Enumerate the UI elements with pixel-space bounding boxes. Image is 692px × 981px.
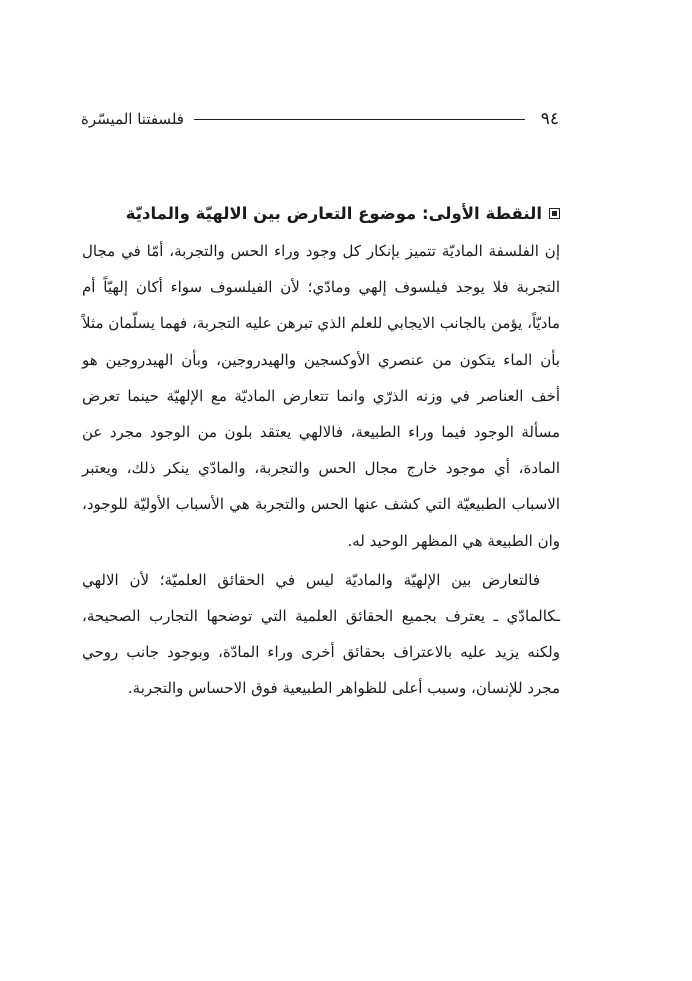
page-body xyxy=(82,195,560,707)
page-number: ٩٤ xyxy=(540,109,559,129)
header-rule xyxy=(194,119,525,120)
running-title: فلسفتنا الميسّرة xyxy=(81,110,184,128)
section-heading-text: النقطة الأولى: موضوع التعارض بين الالهيّة والماديّة xyxy=(125,203,542,223)
square-bullet-icon xyxy=(549,208,560,219)
body-paragraph-2: فالتعارض بين الإلهيّة والماديّة ليس في الحقائق العلميّة؛ لأن الالهي ـكالمادّي ـ يعترف بجميع الحقائق العلمية التي توضحها التجارب الصحيحة، ولكنه يزيد عليه بالاعتراف بحقائق أخرى وراء المادّة، وبوجود جانب روحي مجرد للإنسان، وسبب أعلى للظواهر الطبيعية فوق الاحساس والتجربة. xyxy=(82,570,560,698)
running-header xyxy=(81,104,559,134)
section-heading xyxy=(82,195,560,231)
body-paragraph-1: إن الفلسفة الماديّة تتميز بإنكار كل وجود وراء الحس والتجربة، أمّا في مجال التجربة فلا يوجد فيلسوف إلهي ومادّي؛ لأن الفيلسوف سواء أكان إلهيّاً أم ماديّاً، يؤمن بالجانب الايجابي للعلم الذي تبرهن عليه التجربة، فهما يسلّمان مثلاً بأن الماء يتكون من عنصري الأوكسجين والهيدروجين، وبأن الهيدروجين هو أخف العناصر في وزنه الذرّي وانما تتعارض الماديّة مع الإلهيّة حينما تعرض مسألة الوجود فيما وراء الطبيعة، فالالهي يعتقد بلون من الوجود مجرد عن المادة، أي موجود خارج مجال الحس والتجربة، والمادّي ينكر ذلك، ويعتبر الاسباب الطبيعيّة التي كشف عنها الحس والتجربة هي الأسباب الأوليّة للوجود، وان الطبيعة هي المظهر الوحيد له. xyxy=(82,242,560,550)
